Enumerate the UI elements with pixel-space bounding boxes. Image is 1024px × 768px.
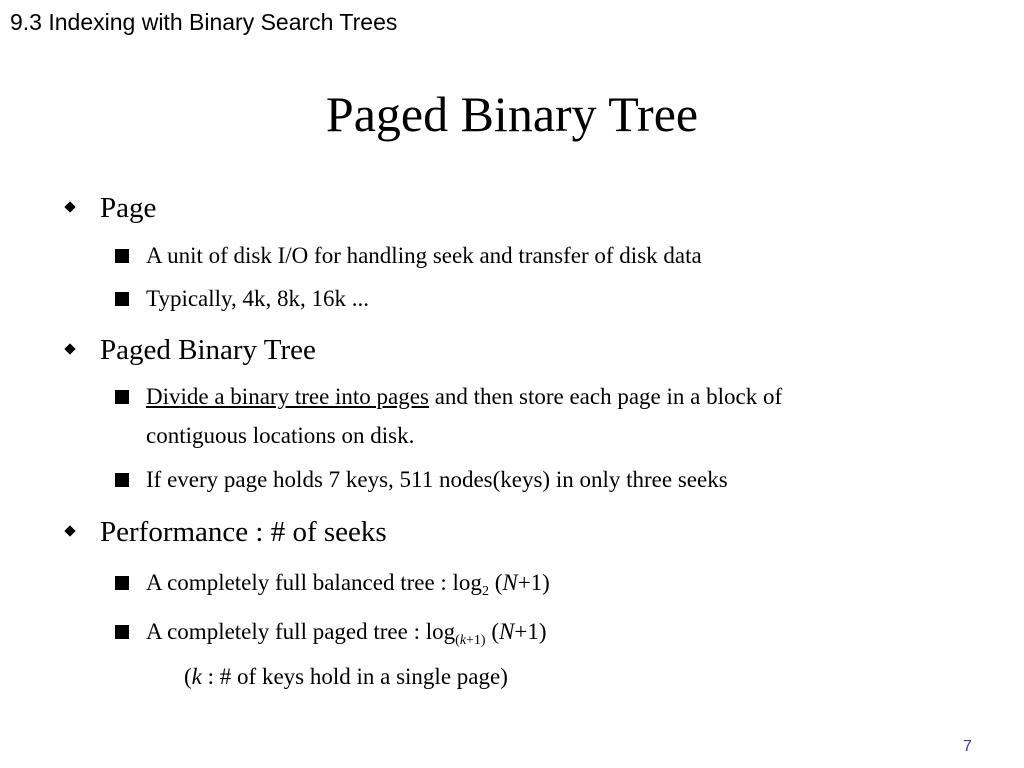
page-number: 7 [963, 738, 972, 755]
sub-bullet [146, 285, 369, 313]
formula-var: N [502, 570, 518, 595]
sub-part: ( [455, 633, 460, 648]
sub-bullet [146, 242, 702, 270]
underlined-text: Divide a binary tree into pages [146, 384, 429, 409]
bullet-text: Page [100, 192, 157, 224]
note-part: : # of keys hold in a single page) [201, 664, 508, 689]
bullet-text: Typically, 4k, 8k, 16k ... [146, 286, 370, 311]
bullet-text: If every page holds 7 keys, 511 nodes(keys) in only three seeks [146, 467, 728, 492]
square-bullet-icon [115, 390, 129, 404]
square-bullet-icon [115, 249, 129, 263]
square-bullet-icon [115, 473, 129, 487]
formula-part: +1) [517, 570, 550, 595]
diamond-bullet-icon [64, 201, 75, 212]
formula-part: +1) [514, 619, 547, 644]
square-bullet-icon [115, 576, 129, 590]
sub-var: k [459, 633, 467, 648]
subscript: 2 [481, 584, 489, 599]
slide-title: Paged Binary Tree [325, 86, 699, 142]
note-part: ( [184, 664, 192, 689]
formula-part: ( [485, 619, 500, 644]
sub-bullet [146, 569, 550, 597]
bullet-text: Performance : # of seeks [100, 516, 387, 548]
note [184, 663, 508, 691]
bullet-text: A completely full paged tree : log [146, 619, 456, 644]
bullet-paged-binary-tree [100, 333, 316, 367]
bullet-text: and then store each page in a block of [428, 384, 783, 409]
bullet-text: A completely full balanced tree : log [146, 570, 482, 595]
sub-part: +1) [466, 633, 486, 648]
diamond-bullet-icon [64, 343, 75, 354]
formula-part: ( [488, 570, 503, 595]
square-bullet-icon [115, 292, 129, 306]
bullet-performance [100, 515, 387, 549]
section-header: 9.3 Indexing with Binary Search Trees [10, 9, 398, 35]
sub-bullet [146, 383, 782, 411]
note-var: k [191, 664, 202, 689]
bullet-text: A unit of disk I/O for handling seek and transfer of disk data [146, 243, 702, 268]
bullet-text: Paged Binary Tree [100, 334, 316, 366]
formula-var: N [499, 619, 515, 644]
subscript [455, 633, 485, 648]
sub-bullet-continuation: contiguous locations on disk. [146, 423, 415, 448]
sub-bullet [146, 618, 547, 646]
diamond-bullet-icon [64, 525, 75, 536]
sub-bullet [146, 466, 728, 494]
square-bullet-icon [115, 625, 129, 639]
bullet-page [100, 191, 156, 225]
